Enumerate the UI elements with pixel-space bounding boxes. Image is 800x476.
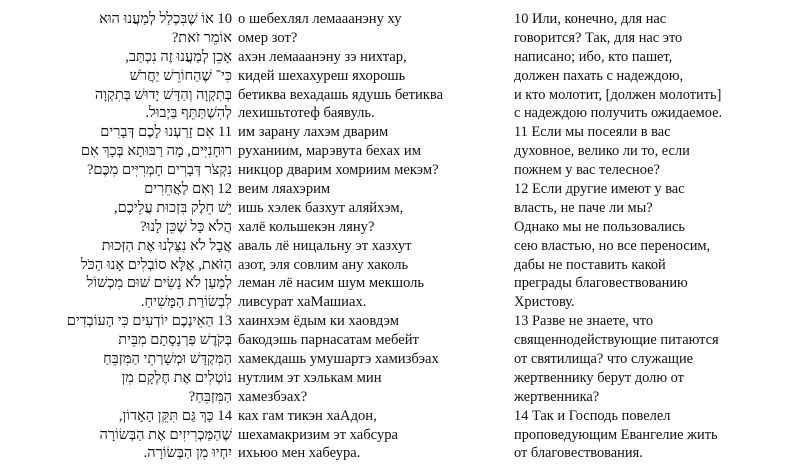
russian-line: 11 Если мы посеяли в вас	[514, 124, 671, 141]
transliteration-line: веим ляахэрим	[238, 181, 331, 198]
russian-line: с надеждою получить ожидаемое.	[514, 105, 723, 122]
hebrew-line: לְהִשְׁתַּתֵּף בַּיְבוּל.	[145, 105, 232, 122]
transliteration-line: нутлим эт хэлькам мин	[238, 369, 382, 386]
hebrew-line: בְּתִקְוָה וְהַדָּשׁ יָדוּשׁ בְּתִקְוָה	[94, 86, 232, 103]
russian-line: Однако мы не пользовались	[514, 218, 685, 235]
hebrew-line: אוֹמֵר זֹאת?	[171, 29, 232, 46]
russian-line: проповедующим Евангелие жить	[514, 426, 718, 443]
hebrew-line: לְמַעַן לֹא נָשִׂים שׁוּם מִכְשׁוֹל	[86, 275, 232, 292]
russian-column	[514, 10, 784, 463]
transliteration-line: ливсурат хаМашиах.	[238, 294, 367, 311]
transliteration-line: кидей шехахуреш яхорошь	[238, 67, 406, 84]
hebrew-line: הֲלֹא כָּל שֶׁכֵּן לָנוּ?	[140, 218, 232, 235]
transliteration-line: аваль лё ницальну эт хазхут	[238, 237, 412, 254]
hebrew-line: לִבְשׂוֹרַת הַמָּשִׁיחַ.	[140, 294, 232, 311]
hebrew-line: אֲבָל לֹא נִצַּלְנוּ אֶת הַזְּכוּת	[101, 237, 232, 254]
russian-line: 14 Так и Господь повелел	[514, 407, 671, 424]
russian-line: преграды благовествованию	[514, 275, 688, 292]
hebrew-line: בְּקֹדֶשׁ פַּרְנָסָתָם מִבֵּית	[118, 332, 232, 349]
russian-line: пожнем у вас телесное?	[514, 162, 660, 179]
transliteration-line: им заранy лахэм дварим	[238, 124, 389, 141]
russian-line: написано; ибо, кто пашет,	[514, 48, 673, 65]
russian-line: власть, не паче ли мы?	[514, 199, 653, 216]
hebrew-line: הַזֹּאת, אֶלָּא סוֹבְלִים אָנוּ הַכֹּל	[80, 256, 232, 273]
transliteration-column	[238, 10, 478, 463]
russian-line: и кто молотит, [должен молотить]	[514, 86, 722, 103]
hebrew-line: אָכֵן לְמַעֲנוּ זֶה נִכְתַּב,	[125, 48, 232, 65]
russian-line: говорится? Так, для нас это	[514, 29, 683, 46]
transliteration-line: ках гам тикэн хаАдон,	[238, 407, 377, 424]
transliteration-line: шехамакризим эт хабсура	[238, 426, 399, 443]
hebrew-line: 12 וְאִם לַאֲחֵרִים	[144, 181, 232, 198]
russian-line: 13 Разве не знаете, что	[514, 313, 654, 330]
russian-line: священнодействующие питаются	[514, 332, 719, 349]
russian-line: от благовествования.	[514, 445, 643, 462]
transliteration-line: халё кольшекэн ляну?	[238, 218, 375, 235]
hebrew-line: יִחְיוּ מִן הַבְּשׂוֹרָה.	[143, 445, 232, 462]
transliteration-line: азот, эля совлим ану хаколь	[238, 256, 409, 273]
hebrew-line: 10 אוֹ שֶׁבִּכְלַל לְמַעֲנוּ הוּא	[99, 11, 232, 27]
transliteration-line: леман лё насим шум мекшоль	[238, 275, 425, 292]
transliteration-line: ихьюо мен хабеура.	[238, 445, 361, 462]
transliteration-line: бакодэшь парнасатам мебейт	[238, 332, 419, 349]
transliteration-line: никцор дварим хомриим мекэм?	[238, 162, 439, 179]
russian-line: от святилища? что служащие	[514, 351, 694, 368]
hebrew-column	[40, 10, 232, 463]
hebrew-line: יֵשׁ חֵלֶק בִּזְכוּת עֲלֵיכֶם,	[113, 199, 232, 216]
transliteration-line: ахэн лемааанэну зэ нихтар,	[238, 48, 407, 65]
russian-line: 12 Если другие имеют у вас	[514, 181, 685, 198]
russian-line: жертвенника?	[514, 388, 600, 405]
transliteration-line: хамекдашь умушартэ хамизбэах	[238, 351, 439, 368]
transliteration-line: бетиква вехадашь ядушь бетиква	[238, 86, 444, 103]
russian-line: 10 Или, конечно, для нас	[514, 11, 667, 27]
transliteration-line: руханиим, марэвута бехах им	[238, 143, 421, 160]
transliteration-line: лехишьтотеф баявуль.	[238, 105, 375, 122]
hebrew-line: הַמִּזְבֵּחַ?	[188, 388, 232, 405]
hebrew-line: כִּי־ שֶׁהַחוֹרֵשׁ יַחֲרֹשׁ	[129, 67, 232, 84]
russian-line: должен пахать с надеждою,	[514, 67, 684, 84]
hebrew-line: 11 אִם זָרַעְנוּ לָכֶם דְּבָרִים	[100, 124, 232, 141]
hebrew-line: הַמִּקְדָּשׁ וּמְשָׁרְתֵי הַמִּזְבֵּחַ	[103, 351, 232, 368]
transliteration-line: хамезбэах?	[238, 388, 308, 405]
hebrew-line: נִקְצֹר דְּבָרִים חָמְרִיִּים מִכֶּם?	[86, 162, 232, 179]
hebrew-line: 14 כָּךְ גַּם תִּקֵּן הָאָדוֹן,	[118, 407, 232, 424]
russian-line: сею властью, но все переносим,	[514, 237, 711, 254]
transliteration-line: о шебехлял лемааанэну ху	[238, 11, 402, 27]
russian-line: духовное, велико ли то, если	[514, 143, 690, 160]
hebrew-line: נוֹטְלִים אֶת חֶלְקָם מִן	[121, 369, 232, 386]
transliteration-line: хаинхэм ёдым ки хаовдэм	[238, 313, 400, 330]
russian-line: дабы не поставить какой	[514, 256, 666, 273]
hebrew-line: שֶׁהַמַּכְרִיזִים אֶת הַבְּשׂוֹרָה	[99, 426, 232, 443]
russian-line: жертвеннику берут долю от	[514, 369, 684, 386]
hebrew-line: רוּחָנִיִּים, מָה רַבּוּתָא בְּכָךְ אִם	[80, 143, 232, 160]
russian-line: Христову.	[514, 294, 575, 311]
transliteration-line: омер зот?	[238, 29, 298, 46]
transliteration-line: ишь хэлек базхут аляйхэм,	[238, 199, 404, 216]
hebrew-line: 13 הַאֵינְכֶם יוֹדְעִים כִּי הָעוֹבְדִים	[66, 313, 232, 330]
